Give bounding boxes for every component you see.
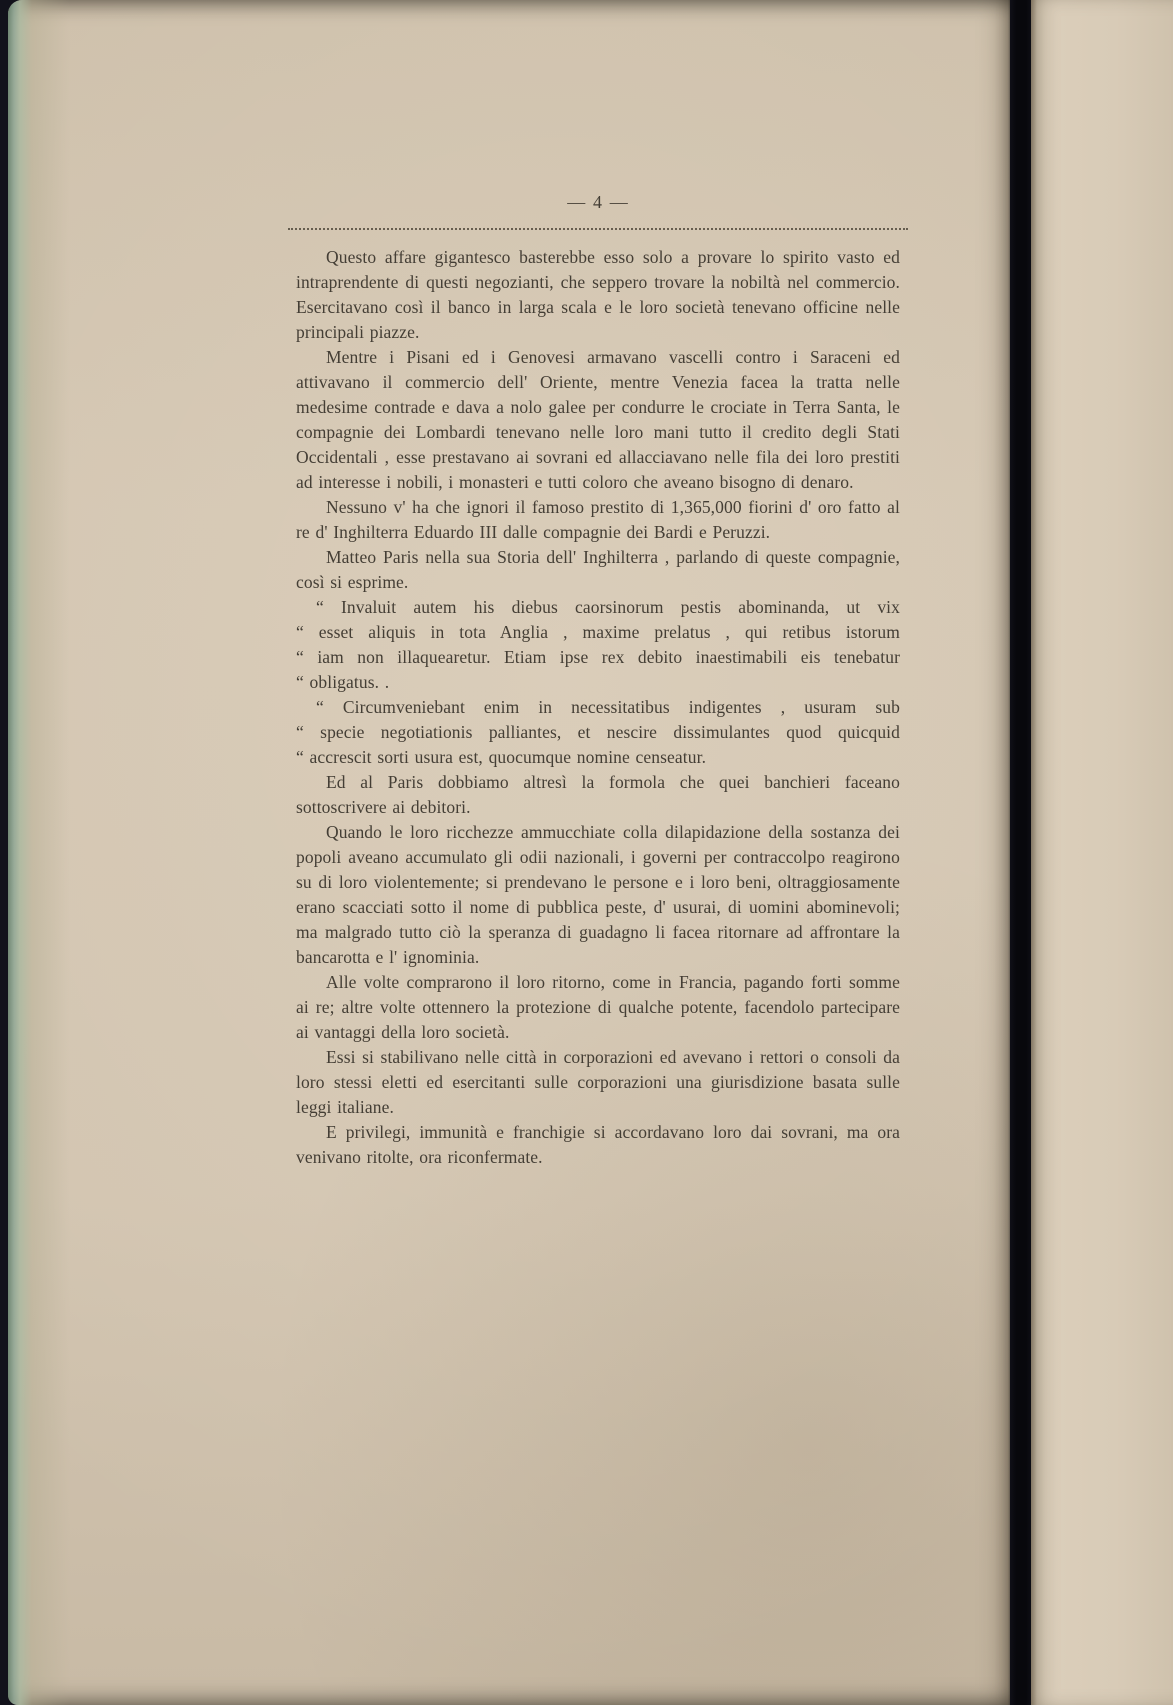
text-column: [296, 190, 900, 1170]
paragraph-4: Matteo Paris nella sua Storia dell' Inghilterra , parlando di queste compagnie, così si esprime.: [296, 547, 900, 592]
latin-quote-block-1: [296, 595, 900, 695]
quote-line: “ iam non illaquearetur. Etiam ipse rex debito inaestimabili eis tenebatur: [296, 647, 900, 667]
page-fore-edge: [8, 0, 72, 1705]
paragraph-9: Alle volte comprarono il loro ritorno, come in Francia, pagando forti somme ai re; altre volte ottennero la protezione di qualche potente, facendolo partecipare ai vantaggi della loro società.: [296, 972, 900, 1042]
quote-line: “ specie negotiationis palliantes, et nescire dissimulantes quod quicquid: [296, 722, 900, 742]
latin-quote-block-2: [296, 695, 900, 770]
quote-line: “ Invaluit autem his diebus caorsinorum pestis abominanda, ut vix: [316, 597, 900, 617]
paragraph-7: Ed al Paris dobbiamo altresì la formola che quei banchieri faceano sottoscrivere ai debitori.: [296, 772, 900, 817]
paragraph-1: Questo affare gigantesco basterebbe esso solo a provare lo spirito vasto ed intraprendente di questi negozianti, che seppero trovare la nobiltà nel commercio. Esercitavano così il banco in larga scala e le loro società tenevano officine nelle principali piazze.: [296, 247, 900, 342]
header-dotted-rule: [288, 228, 908, 230]
paragraph-10: Essi si stabilivano nelle città in corporazioni ed avevano i rettori o consoli da loro stessi eletti ed esercitanti sulle corporazioni una giurisdizione basata sulle leggi italiane.: [296, 1047, 900, 1117]
paragraph-11: E privilegi, immunità e franchigie si accordavano loro dai sovrani, ma ora venivano ritolte, ora riconfermate.: [296, 1122, 900, 1167]
paragraph-8: Quando le loro ricchezze ammucchiate colla dilapidazione della sostanza dei popoli aveano accumulato gli odii nazionali, i governi per contraccolpo reagirono su di loro violentemente; si prendevano le persone e i loro beni, oltraggiosamente erano scacciati sotto il nome di pubblica peste, d' usurai, di uomini abominevoli; ma malgrado tutto ciò la speranza di guadagno li facea ritornare ad affrontare la bancarotta e l' ignominia.: [296, 822, 900, 967]
paragraph-3: Nessuno v' ha che ignori il famoso prestito di 1,365,000 fiorini d' oro fatto al re d' Inghilterra Eduardo III dalle compagnie dei Bardi e Peruzzi.: [296, 497, 900, 542]
body-text: [296, 245, 900, 1170]
facing-page-edge: [1031, 0, 1173, 1705]
quote-line: “ accrescit sorti usura est, quocumque nomine censeatur.: [296, 747, 707, 767]
paragraph-2: Mentre i Pisani ed i Genovesi armavano vascelli contro i Saraceni ed attivavano il commercio dell' Oriente, mentre Venezia facea la tratta nelle medesime contrade e dava a nolo galee per condurre le crociate in Terra Santa, le compagnie dei Lombardi tenevano nelle loro mani tutto il credito degli Stati Occidentali , esse prestavano ai sovrani ed allacciavano nelle fila dei loro prestiti ad interesse i nobili, i monasteri e tutti coloro che aveano bisogno di denaro.: [296, 347, 900, 492]
page-gap: [1008, 0, 1032, 1705]
page-number: — 4 —: [567, 192, 629, 212]
scanned-book-page: [8, 0, 1010, 1705]
quote-line: “ Circumveniebant enim in necessitatibus indigentes , usuram sub: [316, 697, 900, 717]
quote-line: “ esset aliquis in tota Anglia , maxime prelatus , qui retibus istorum: [296, 622, 900, 642]
quote-line: “ obligatus. .: [296, 672, 390, 692]
